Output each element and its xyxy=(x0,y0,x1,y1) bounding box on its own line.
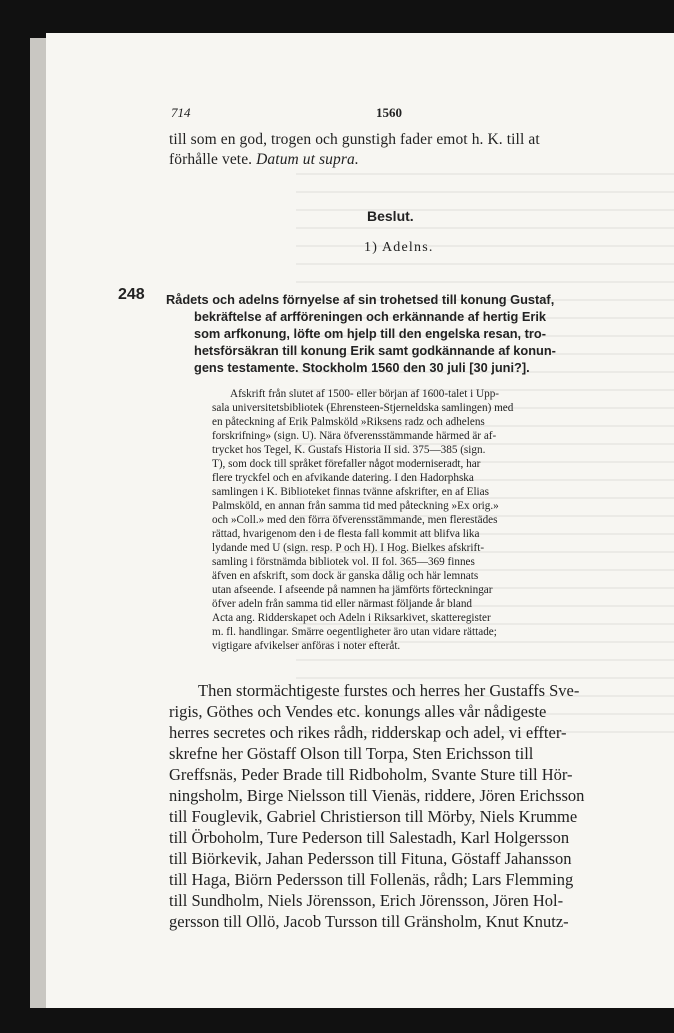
source-note-line: öfver adeln från samma tid eller närmast följande år bland xyxy=(212,598,473,610)
source-note-line: T), som dock till språket förefaller något moderniseradt, har xyxy=(212,458,481,470)
document-title-line: som arfkonung, löfte om hjelp till den engelska resan, tro- xyxy=(194,326,546,341)
document-title-line: bekräftelse af arfföreningen och erkännande af hertig Erik xyxy=(194,309,547,324)
body-text-line: herres secretes och rikes rådh, ridderskap och adel, vi effter- xyxy=(169,723,567,742)
source-note-line: och »Coll.» med den förra öfverensstämmande, men flerestädes xyxy=(212,514,498,526)
source-note-line: lydande med U (sign. resp. P och H). I Hog. Bielkes afskrift- xyxy=(212,542,485,554)
body-text-line: rigis, Göthes och Vendes etc. konungs alles vår nådigeste xyxy=(169,702,547,721)
source-note-line: Acta ang. Ridderskapet och Adeln i Riksarkivet, skatteregister xyxy=(212,612,491,624)
document-title-line: Rådets och adelns förnyelse af sin trohetsed till konung Gustaf, xyxy=(166,292,555,307)
source-note-line: utan afseende. I afseende på namnen ha jämförts förteckningar xyxy=(212,584,493,596)
intro-text: förhålle vete. xyxy=(169,151,257,168)
intro-line: till som en god, trogen och gunstigh fader emot h. K. till at xyxy=(169,131,540,148)
running-head-year: 1560 xyxy=(376,105,402,120)
intro-line-2 xyxy=(169,151,359,169)
body-text-line: skrefne her Göstaff Olson till Torpa, Sten Erichsson till xyxy=(169,744,534,763)
source-note-line: flere tryckfel och en afvikande datering. I den Hadorphska xyxy=(212,472,474,484)
source-note-line: vigtigare afvikelser anföras i noter efteråt. xyxy=(212,640,401,652)
body-text-line: till Sundholm, Niels Jörensson, Erich Jörensson, Jören Hol- xyxy=(169,891,564,910)
source-note-line: trycket hos Tegel, K. Gustafs Historia II sid. 375—385 (sign. xyxy=(212,444,486,456)
body-text-line: till Örboholm, Ture Pederson till Salestadh, Karl Holgersson xyxy=(169,828,570,847)
source-note-line: m. fl. handlingar. Smärre oegentligheter äro utan vidare rättade; xyxy=(212,626,497,638)
source-note-line: Palmsköld, en annan från samma tid med påteckning »Ex orig.» xyxy=(212,500,499,512)
subsection-heading: 1) Adelns. xyxy=(364,240,434,255)
page-number: 714 xyxy=(171,105,191,120)
source-note-line: samlingen i K. Biblioteket finnas tvänne afskrifter, en af Elias xyxy=(212,486,489,498)
document-title-line: gens testamente. Stockholm 1560 den 30 juli [30 juni?]. xyxy=(194,360,530,375)
book-page xyxy=(46,33,674,1008)
body-text-line: Then stormächtigeste furstes och herres her Gustaffs Sve- xyxy=(198,681,580,700)
body-text-line: till Biörkevik, Jahan Pedersson till Fituna, Göstaff Jahansson xyxy=(169,849,572,868)
date-reference: Datum ut supra. xyxy=(256,151,359,168)
source-note-line: en påteckning af Erik Palmsköld »Riksens radz och adhelens xyxy=(212,416,485,428)
document-title-line: hetsförsäkran till konung Erik samt godkännande af konun- xyxy=(194,343,556,358)
source-note-line: äfven en afskrift, som dock är ganska dålig och här lemnats xyxy=(212,570,479,582)
section-heading: Beslut. xyxy=(367,208,414,224)
source-note-line: Afskrift från slutet af 1500- eller början af 1600-talet i Upp- xyxy=(230,388,500,400)
body-text-line: ningsholm, Birge Nielsson till Vienäs, riddere, Jören Erichsson xyxy=(169,786,585,805)
source-note-line: rättad, hvarigenom den i de flesta fall kommit att blifva lika xyxy=(212,528,480,540)
source-note-line: sala universitetsbibliotek (Ehrensteen-Stjerneldska samlingen) med xyxy=(212,402,514,414)
body-text-line: gersson till Ollö, Jacob Tursson till Gränsholm, Knut Knutz- xyxy=(169,912,569,931)
body-text-line: till Haga, Biörn Pedersson till Follenäs, rådh; Lars Flemming xyxy=(169,870,574,889)
document-number: 248 xyxy=(118,286,145,303)
source-note-line: samling i förstnämda bibliotek vol. II fol. 365—369 finnes xyxy=(212,556,475,568)
body-text-line: Greffsnäs, Peder Brade till Ridboholm, Svante Sture till Hör- xyxy=(169,765,573,784)
body-text-line: till Fouglevik, Gabriel Christierson till Mörby, Niels Krumme xyxy=(169,807,578,826)
source-note-line: forskrifning» (sign. U). Nära öfverensstämmande härmed är af- xyxy=(212,430,497,442)
